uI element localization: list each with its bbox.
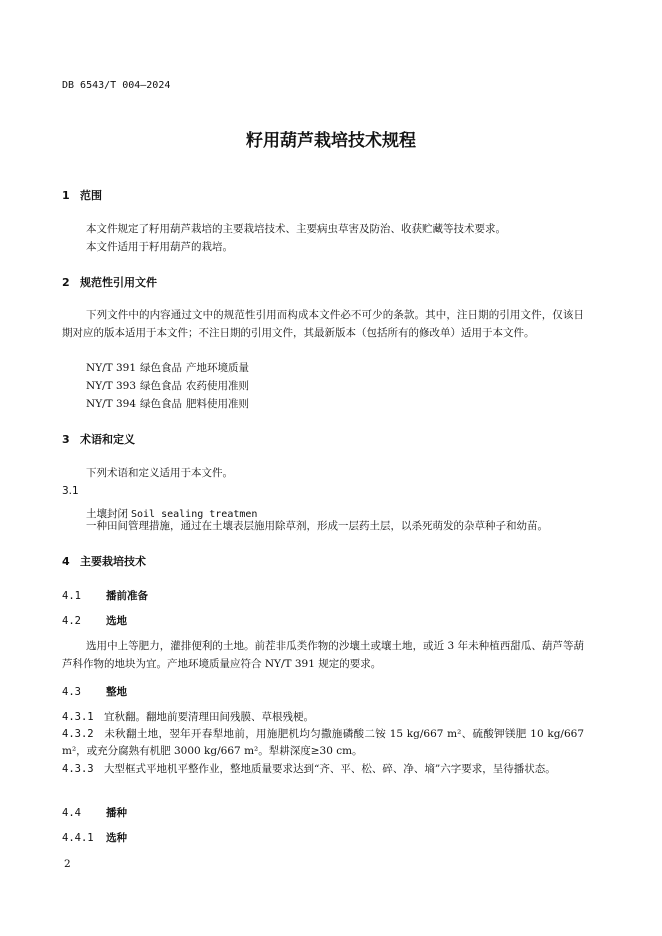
section-label: 规范性引用文件: [80, 276, 157, 289]
paragraph: 本文件适用于籽用葫芦的栽培。: [86, 241, 233, 253]
subsection-4-2-heading: [62, 613, 127, 628]
ref-name: 绿色食品: [140, 380, 183, 392]
section-number: 1: [62, 189, 70, 202]
page-title: 籽用葫芦栽培技术规程: [246, 131, 416, 151]
subsection-4-4-1-heading: [62, 830, 127, 845]
clause-text: 宜秋翻。翻地前要清理田间残膜、草根残梗。: [104, 711, 314, 723]
ref-name: 绿色食品: [140, 362, 183, 374]
subsection-label: 选种: [106, 832, 127, 844]
paragraph: 选用中上等肥力，灌排便利的土地。前茬非瓜类作物的沙壤土或壤土地，或近 3 年未种植西甜瓜、葫芦等葫芦科作物的地块为宜。产地环境质量应符合 NY/T 391 规定的要求。: [62, 640, 584, 670]
subsection-number: 4.4.1: [62, 832, 94, 844]
term-definition: 一种田间管理措施，通过在土壤表层施用除草剂，形成一层药土层，以杀死萌发的杂草种子和幼苗。: [86, 520, 548, 532]
section-number: 4: [62, 555, 70, 568]
page-number: 2: [64, 858, 71, 870]
section-number: 2: [62, 276, 70, 289]
ref-code: NY/T 393: [86, 380, 137, 392]
clause-item: [62, 761, 584, 778]
section-2-heading: [62, 274, 157, 290]
paragraph: 下列术语和定义适用于本文件。: [86, 467, 233, 479]
subsection-number: 4.3: [62, 686, 81, 698]
ref-code: NY/T 394: [86, 398, 137, 410]
paragraph: 本文件规定了籽用葫芦栽培的主要栽培技术、主要病虫草害及防治、收获贮藏等技术要求。: [86, 223, 506, 235]
clause-number: 4.3.3: [62, 763, 94, 775]
reference-item: [86, 378, 253, 393]
clause-number: 4.3.2: [62, 728, 94, 740]
document-code: DB 6543/T 004—2024: [62, 80, 171, 91]
section-4-heading: [62, 553, 146, 569]
subsection-4-4-heading: [62, 805, 127, 820]
ref-name: 绿色食品: [140, 398, 183, 410]
subsection-label: 播种: [106, 807, 127, 819]
section-1-heading: [62, 187, 102, 203]
reference-item: [86, 360, 253, 375]
subsection-label: 整地: [106, 686, 127, 698]
subsection-number: 4.2: [62, 615, 81, 627]
term-number: 3.1: [62, 485, 79, 497]
clause-number: 4.3.1: [62, 711, 94, 723]
subsection-4-1-heading: [62, 588, 148, 603]
clause-text: 未秋翻土地，翌年开春犁地前，用施肥机均匀撒施磷酸二铵 15 kg/667 m²、硫酸钾镁肥 10 kg/667 m²，或充分腐熟有机肥 3000 kg/667 m²。犁耕深度≥30 cm。: [62, 728, 584, 757]
subsection-label: 播前准备: [106, 590, 148, 602]
paragraph: 下列文件中的内容通过文中的规范性引用而构成本文件必不可少的条款。其中，注日期的引用文件，仅该日期对应的版本适用于本文件；不注日期的引用文件，其最新版本（包括所有的修改单）适用于本文件。: [62, 309, 584, 339]
section-label: 术语和定义: [80, 433, 135, 446]
ref-topic: 产地环境质量: [186, 362, 250, 374]
ref-topic: 肥料使用准则: [186, 398, 250, 410]
section-number: 3: [62, 433, 70, 446]
subsection-4-3-heading: [62, 684, 127, 699]
ref-code: NY/T 391: [86, 362, 137, 374]
term-chinese: 土壤封闭: [86, 508, 128, 520]
subsection-label: 选地: [106, 615, 127, 627]
clause-item: [62, 726, 584, 760]
subsection-number: 4.4: [62, 807, 81, 819]
section-3-heading: [62, 431, 135, 447]
subsection-number: 4.1: [62, 590, 81, 602]
section-label: 主要栽培技术: [80, 555, 146, 568]
clause-text: 大型框式平地机平整作业，整地质量要求达到“齐、平、松、碎、净、墒”六字要求，呈待播状态。: [104, 763, 556, 775]
section-label: 范围: [80, 189, 102, 202]
reference-item: [86, 396, 253, 411]
ref-topic: 农药使用准则: [186, 380, 250, 392]
clause-item: [62, 709, 314, 724]
term-english: Soil sealing treatmen: [131, 509, 258, 520]
